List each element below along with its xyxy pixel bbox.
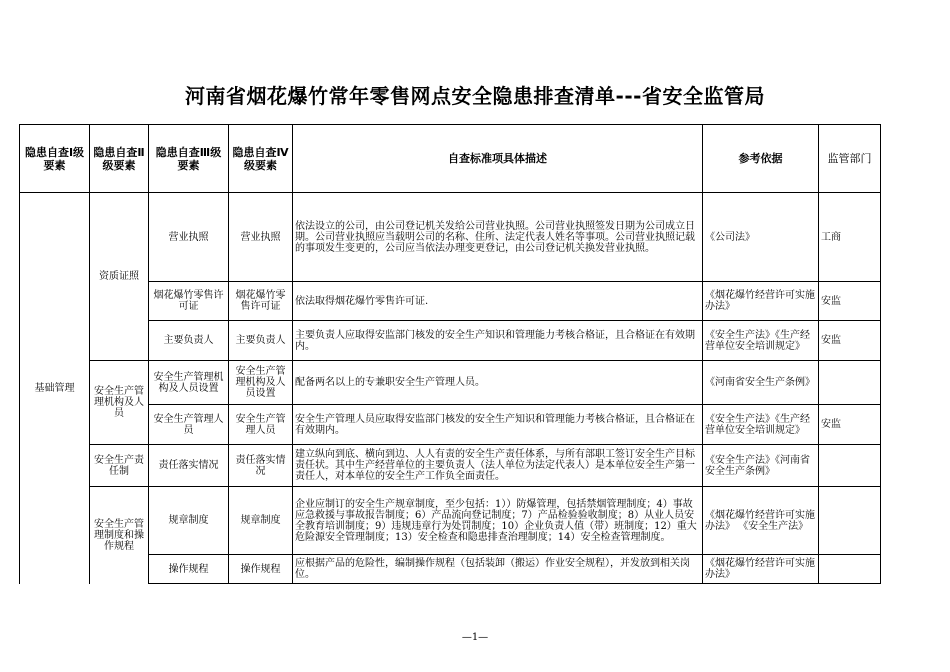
reference-cell: 《烟花爆竹经营许可实施办法》 [703, 555, 819, 584]
reference-cell: 《烟花爆竹经营许可实施办法》 [703, 282, 819, 321]
description-cell: 企业应制订的安全生产规章制度，至少包括：1））防爆管理，包括禁烟管理制度；4）事故应急救援与事故报告制度；6）产品流向登记制度；7）产品检验验收制度；8）从业人员安全教育培训制度；9）违规违章行为处罚制度；10）企业负责人值（带）班制度；12）重大危险源安全管理制度；13）安全检查和隐患排查治理制度；14）安全检查管理制度。 [293, 487, 703, 555]
level3-cell: 安全生产管理人员 [149, 405, 229, 445]
description-cell: 配备两名以上的专兼职安全生产管理人员。 [293, 361, 703, 405]
level4-cell: 主要负责人 [229, 321, 293, 361]
department-cell: 安监 [819, 321, 881, 361]
header-department: 监管部门 [819, 125, 881, 193]
level4-cell: 安全生产管理机构及人员设置 [229, 361, 293, 405]
department-cell [819, 555, 881, 584]
hazard-checklist-table [19, 124, 881, 584]
header-level3: 隐患自查Ⅲ级要素 [149, 125, 229, 193]
department-cell [819, 487, 881, 555]
header-reference: 参考依据 [703, 125, 819, 193]
level4-cell: 规章制度 [229, 487, 293, 555]
reference-cell: 《安全生产法》《生产经营单位安全培训规定》 [703, 405, 819, 445]
description-cell: 主要负责人应取得安监部门核发的安全生产知识和管理能力考核合格证，且合格证在有效期内。 [293, 321, 703, 361]
header-level1: 隐患自查Ⅰ级要素 [20, 125, 90, 193]
description-cell: 依法取得烟花爆竹零售许可证. [293, 282, 703, 321]
level4-cell: 责任落实情况 [229, 445, 293, 487]
department-cell: 工商 [819, 193, 881, 282]
level4-cell: 安全生产管理人员 [229, 405, 293, 445]
department-cell [819, 445, 881, 487]
level3-cell: 烟花爆竹零售许可证 [149, 282, 229, 321]
table-row [20, 361, 881, 405]
department-cell: 安监 [819, 405, 881, 445]
description-cell: 建立纵向到底、横向到边、人人有责的安全生产责任体系，与所有部职工签订安全生产目标责任状。其中生产经营单位的主要负责人（法人单位为法定代表人）是本单位安全生产第一责任人，对本单位的安全生产工作负全面责任。 [293, 445, 703, 487]
table-row [20, 487, 881, 555]
reference-cell: 《河南省安全生产条例》 [703, 361, 819, 405]
table-row [20, 445, 881, 487]
level3-cell: 营业执照 [149, 193, 229, 282]
level4-cell: 操作规程 [229, 555, 293, 584]
level4-cell: 烟花爆竹零售许可证 [229, 282, 293, 321]
department-cell [819, 361, 881, 405]
header-description: 自查标准项具体描述 [293, 125, 703, 193]
reference-cell: 《安全生产法》《生产经营单位安全培训规定》 [703, 321, 819, 361]
reference-cell: 《烟花爆竹经营许可实施办法》 《安全生产法》 [703, 487, 819, 555]
page-number: —1— [461, 632, 489, 643]
table-row [20, 405, 881, 445]
table-row [20, 555, 881, 584]
header-level4: 隐患自查Ⅳ级要素 [229, 125, 293, 193]
level3-cell: 安全生产管理机构及人员设置 [149, 361, 229, 405]
description-cell: 安全生产管理人员应取得安监部门核发的安全生产知识和管理能力考核合格证，且合格证在有效期内。 [293, 405, 703, 445]
level3-cell: 操作规程 [149, 555, 229, 584]
table-row [20, 321, 881, 361]
description-cell: 应根据产品的危险性，编制操作规程（包括装卸（搬运）作业安全规程），并发放到相关岗位。 [293, 555, 703, 584]
header-row [20, 125, 881, 193]
page-title: 河南省烟花爆竹常年零售网点安全隐患排查清单---省安全监管局 [185, 84, 765, 108]
level1-basic-management: 基础管理 [20, 193, 90, 584]
description-cell: 依法设立的公司，由公司登记机关发给公司营业执照。公司营业执照签发日期为公司成立日期。公司营业执照应当载明公司的名称、住所、法定代表人姓名等事项。公司营业执照记载的事项发生变更的，公司应当依法办理变更登记，由公司登记机关换发营业执照。 [293, 193, 703, 282]
reference-cell: 《公司法》 [703, 193, 819, 282]
level2-qualification: 资质证照 [90, 193, 149, 361]
level4-cell: 营业执照 [229, 193, 293, 282]
reference-cell: 《安全生产法》《河南省安全生产条例》 [703, 445, 819, 487]
level2-responsibility: 安全生产责任制 [90, 445, 149, 487]
level3-cell: 规章制度 [149, 487, 229, 555]
level3-cell: 责任落实情况 [149, 445, 229, 487]
table-row [20, 193, 881, 282]
table-row [20, 282, 881, 321]
department-cell: 安监 [819, 282, 881, 321]
header-level2: 隐患自查Ⅱ级要素 [90, 125, 149, 193]
level3-cell: 主要负责人 [149, 321, 229, 361]
level2-org-personnel: 安全生产管理机构及人员 [90, 361, 149, 445]
level2-rules-procedures: 安全生产管理制度和操作规程 [90, 487, 149, 584]
